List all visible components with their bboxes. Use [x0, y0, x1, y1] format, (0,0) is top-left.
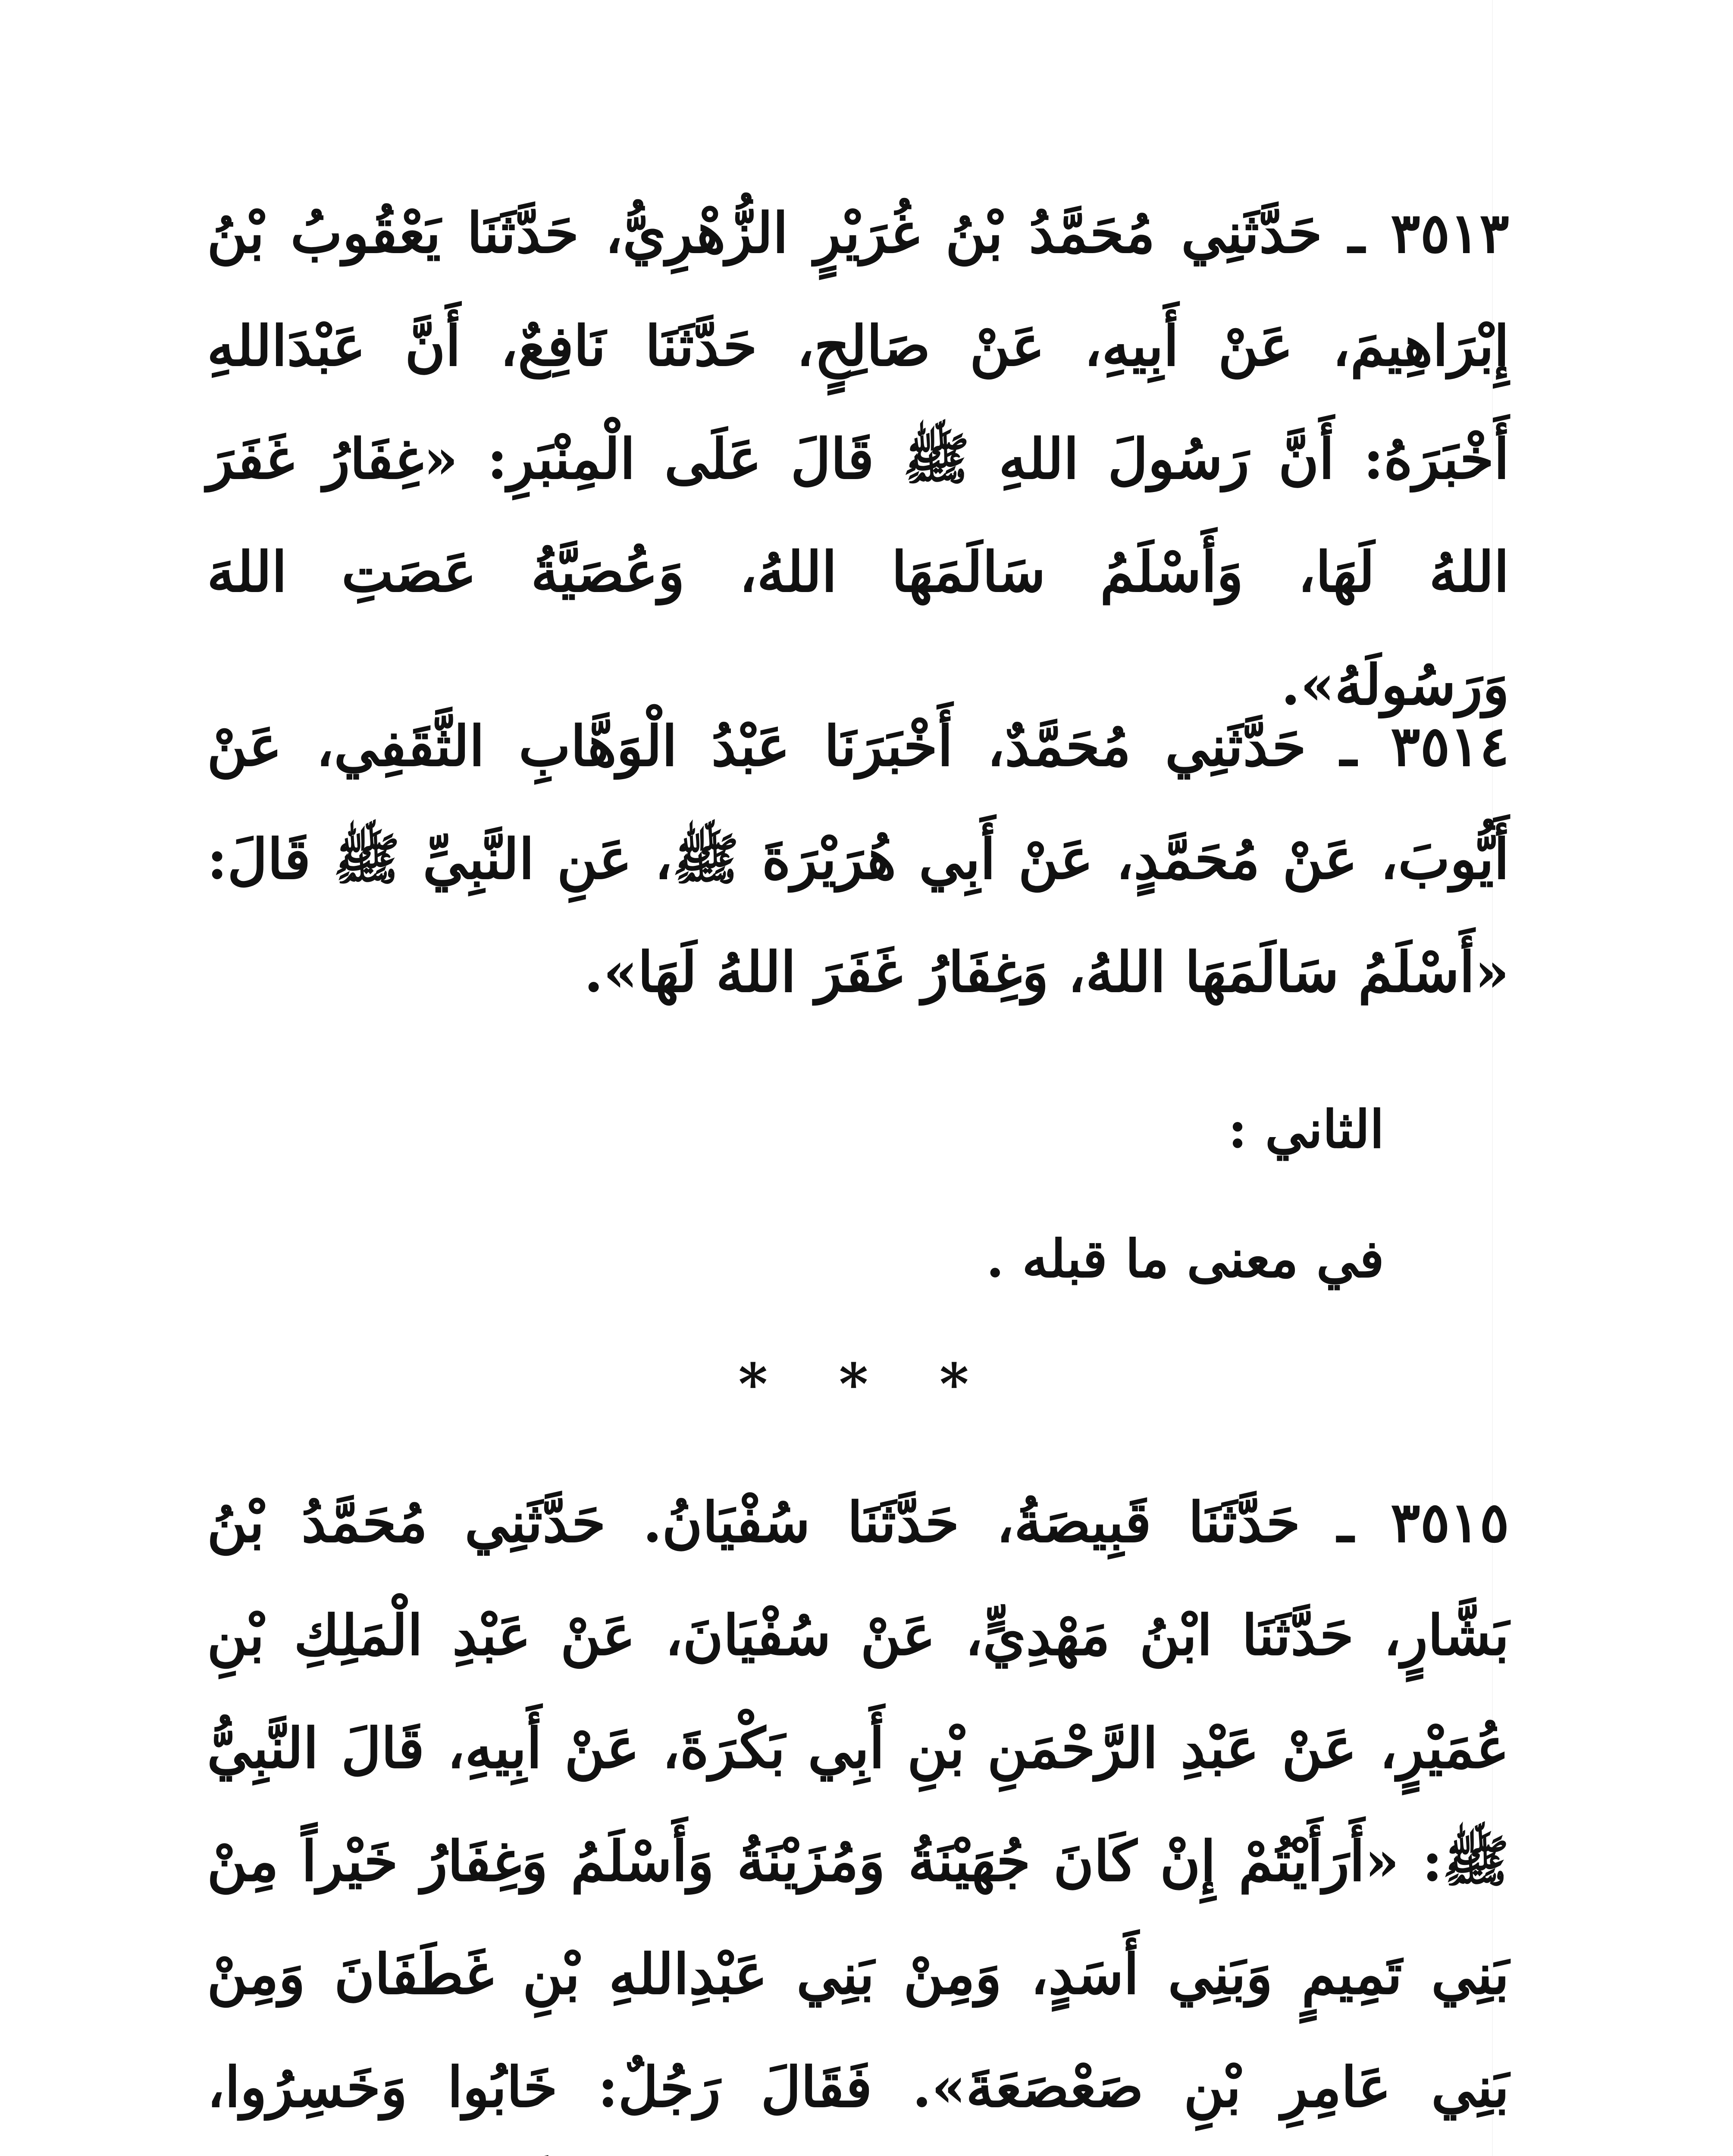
section-heading: الثاني : [1228, 1099, 1384, 1160]
hadith-3513: ٣٥١٣ ـ حَدَّثَنِي مُحَمَّدُ بْنُ غُرَيْرٍ الزُّهْرِيُّ، حَدَّثَنَا يَعْقُوبُ بْنُ إِبْرَاهِيمَ، عَنْ أَبِيهِ، عَنْ صَالِحٍ، حَدَّثَنَا نَافِعٌ، أَنَّ عَبْدَاللهِ أَخْبَرَهُ: أَنَّ رَسُولَ اللهِ ﷺ قَالَ عَلَى الْمِنْبَرِ: «غِفَارُ غَفَرَ اللهُ لَهَا، وَأَسْلَمُ سَالَمَهَا اللهُ، وَعُصَيَّةُ عَصَتِ اللهَ وَرَسُولَهُ». [207, 201, 1509, 718]
section-body: في معنى ما قبله . [986, 1228, 1384, 1289]
hadith-3515: ٣٥١٥ ـ حَدَّثَنَا قَبِيصَةُ، حَدَّثَنَا سُفْيَانُ. حَدَّثَنِي مُحَمَّدُ بْنُ بَشَّارٍ، حَدَّثَنَا ابْنُ مَهْدِيٍّ، عَنْ سُفْيَانَ، عَنْ عَبْدِ الْمَلِكِ بْنِ عُمَيْرٍ، عَنْ عَبْدِ الرَّحْمَنِ بْنِ أَبِي بَكْرَةَ، عَنْ أَبِيهِ، قَالَ النَّبِيُّ ﷺ: «أَرَأَيْتُمْ إِنْ كَانَ جُهَيْنَةُ وَمُزَيْنَةُ وَأَسْلَمُ وَغِفَارُ خَيْراً مِنْ بَنِي تَمِيمٍ وَبَنِي أَسَدٍ، وَمِنْ بَنِي عَبْدِاللهِ بْنِ غَطَفَانَ وَمِنْ بَنِي عَامِرِ بْنِ صَعْصَعَةَ». فَقَالَ رَجُلٌ: خَابُوا وَخَسِرُوا، [207, 1490, 1510, 2120]
asterisk-separator: * * * [738, 1351, 995, 1417]
hadith-3514: ٣٥١٤ ـ حَدَّثَنِي مُحَمَّدٌ، أَخْبَرَنَا عَبْدُ الْوَهَّابِ الثَّقَفِي، عَنْ أَيُّوبَ، عَنْ مُحَمَّدٍ، عَنْ أَبِي هُرَيْرَةَ ﷺ، عَنِ النَّبِيِّ ﷺ قَالَ: «أَسْلَمُ سَالَمَهَا اللهُ، وَغِفَارُ غَفَرَ اللهُ لَهَا». [207, 714, 1509, 1005]
